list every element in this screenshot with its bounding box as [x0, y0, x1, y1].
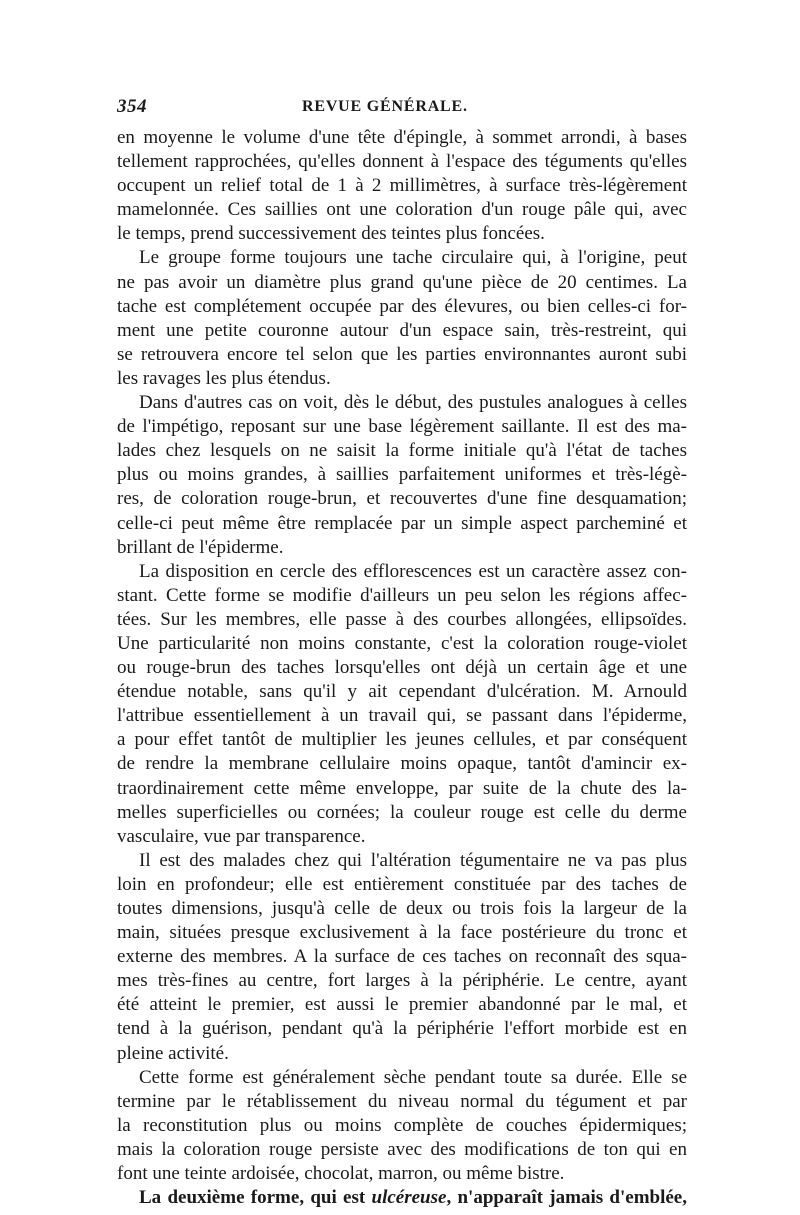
- text-line: Il est des malades chez qui l'altération tégumentaire ne va pas plus: [139, 849, 687, 871]
- text-line: tées. Sur les membres, elle passe à des courbes allongées, ellipsoïdes.: [117, 608, 687, 630]
- text-line: de l'impétigo, reposant sur une base légèrement saillante. Il est des ma-: [117, 416, 687, 438]
- text-line: les ravages les plus étendus.: [117, 367, 331, 389]
- text-line: la reconstitution plus ou moins complète de couches épidermiques;: [117, 1114, 687, 1136]
- text-line: melles superficielles ou cornées; la couleur rouge est celle du derme: [117, 801, 687, 823]
- text-line: Cette forme est généralement sèche pendant toute sa durée. Elle se: [139, 1066, 687, 1088]
- page-header: [117, 96, 687, 124]
- text-line: en moyenne le volume d'une tête d'épingle, à sommet arrondi, à bases: [117, 127, 687, 148]
- text-line-final: [117, 1186, 687, 1210]
- text-line: le temps, prend successivement des teintes plus foncées.: [117, 223, 545, 245]
- text-line: tellement rapprochées, qu'elles donnent à l'espace des téguments qu'elles: [117, 151, 687, 173]
- text-line: brillant de l'épiderme.: [117, 536, 284, 558]
- text-line: vasculaire, vue par transparence.: [117, 825, 366, 847]
- text-line: l'attribue essentiellement à un travail qui, se passant dans l'épiderme,: [117, 705, 687, 727]
- text-line: main, situées presque exclusivement à la face postérieure du tronc et: [117, 922, 687, 944]
- text-line: se retrouvera encore tel selon que les parties environnantes auront subi: [117, 343, 687, 365]
- text-line: La disposition en cercle des efflorescences est un caractère assez con-: [139, 560, 687, 582]
- text-line: celle-ci peut même être remplacée par un simple aspect parcheminé et: [117, 512, 687, 534]
- text-line: lades chez lesquels on ne saisit la forme initiale qu'à l'état de taches: [117, 440, 687, 462]
- final-line-before: La deuxième forme, qui est: [139, 1187, 372, 1209]
- text-line: tache est complétement occupée par des élevures, ou bien celles-ci for-: [117, 295, 687, 317]
- body-text: [117, 126, 687, 1210]
- running-head: REVUE GÉNÉRALE.: [302, 98, 468, 115]
- text-line: mes très-fines au centre, fort larges à la périphérie. Le centre, ayant: [117, 970, 687, 992]
- text-line: de rendre la membrane cellulaire moins opaque, tantôt d'amincir ex-: [117, 753, 687, 775]
- text-line: loin en profondeur; elle est entièrement constituée par des taches de: [117, 873, 687, 895]
- text-line: mais la coloration rouge persiste avec des modifications de ton qui en: [117, 1138, 687, 1160]
- text-line: termine par le rétablissement du niveau normal du tégument et par: [117, 1090, 687, 1112]
- text-line: été atteint le premier, est aussi le premier abandonné par le mal, et: [117, 994, 687, 1016]
- text-line: stant. Cette forme se modifie d'ailleurs un peu selon les régions affec-: [117, 584, 687, 606]
- text-line: mamelonnée. Ces saillies ont une coloration d'un rouge pâle qui, avec: [117, 199, 687, 221]
- text-line: a pour effet tantôt de multiplier les jeunes cellules, et par conséquent: [117, 729, 687, 751]
- text-line: font une teinte ardoisée, chocolat, marron, ou même bistre.: [117, 1163, 565, 1185]
- final-line-after: , n'apparaît jamais d'emblée,: [446, 1187, 687, 1209]
- text-line: Le groupe forme toujours une tache circulaire qui, à l'origine, peut: [139, 247, 687, 269]
- text-line: toutes dimensions, jusqu'à celle de deux ou trois fois la largeur de la: [117, 898, 687, 919]
- text-line: res, de coloration rouge-brun, et recouvertes d'une fine desquamation;: [117, 488, 687, 510]
- text-line: traordinairement cette même enveloppe, par suite de la chute des la-: [117, 777, 687, 799]
- text-line: ne pas avoir un diamètre plus grand qu'une pièce de 20 centimes. La: [117, 271, 687, 293]
- text-line: Dans d'autres cas on voit, dès le début, des pustules analogues à celles: [139, 392, 687, 414]
- text-line: occupent un relief total de 1 à 2 millimètres, à surface très-légèrement: [117, 175, 687, 197]
- page-number: 354: [117, 96, 147, 117]
- text-line: externe des membres. A la surface de ces taches on reconnaît des squa-: [117, 946, 687, 968]
- text-line: étendue notable, sans qu'il y ait cependant d'ulcération. M. Arnould: [117, 681, 687, 703]
- text-line: pleine activité.: [117, 1042, 229, 1064]
- final-line-emphasis: ulcéreuse: [371, 1187, 447, 1209]
- text-line: ou rouge-brun des taches lorsqu'elles ont déjà un certain âge et une: [117, 657, 687, 679]
- text-line: tend à la guérison, pendant qu'à la périphérie l'effort morbide est en: [117, 1018, 687, 1040]
- text-line: Une particularité non moins constante, c'est la coloration rouge-violet: [117, 632, 687, 654]
- text-line: ment une petite couronne autour d'un espace sain, très-restreint, qui: [117, 319, 687, 341]
- text-line: plus ou moins grandes, à saillies parfaitement uniformes et très-légè-: [117, 464, 687, 486]
